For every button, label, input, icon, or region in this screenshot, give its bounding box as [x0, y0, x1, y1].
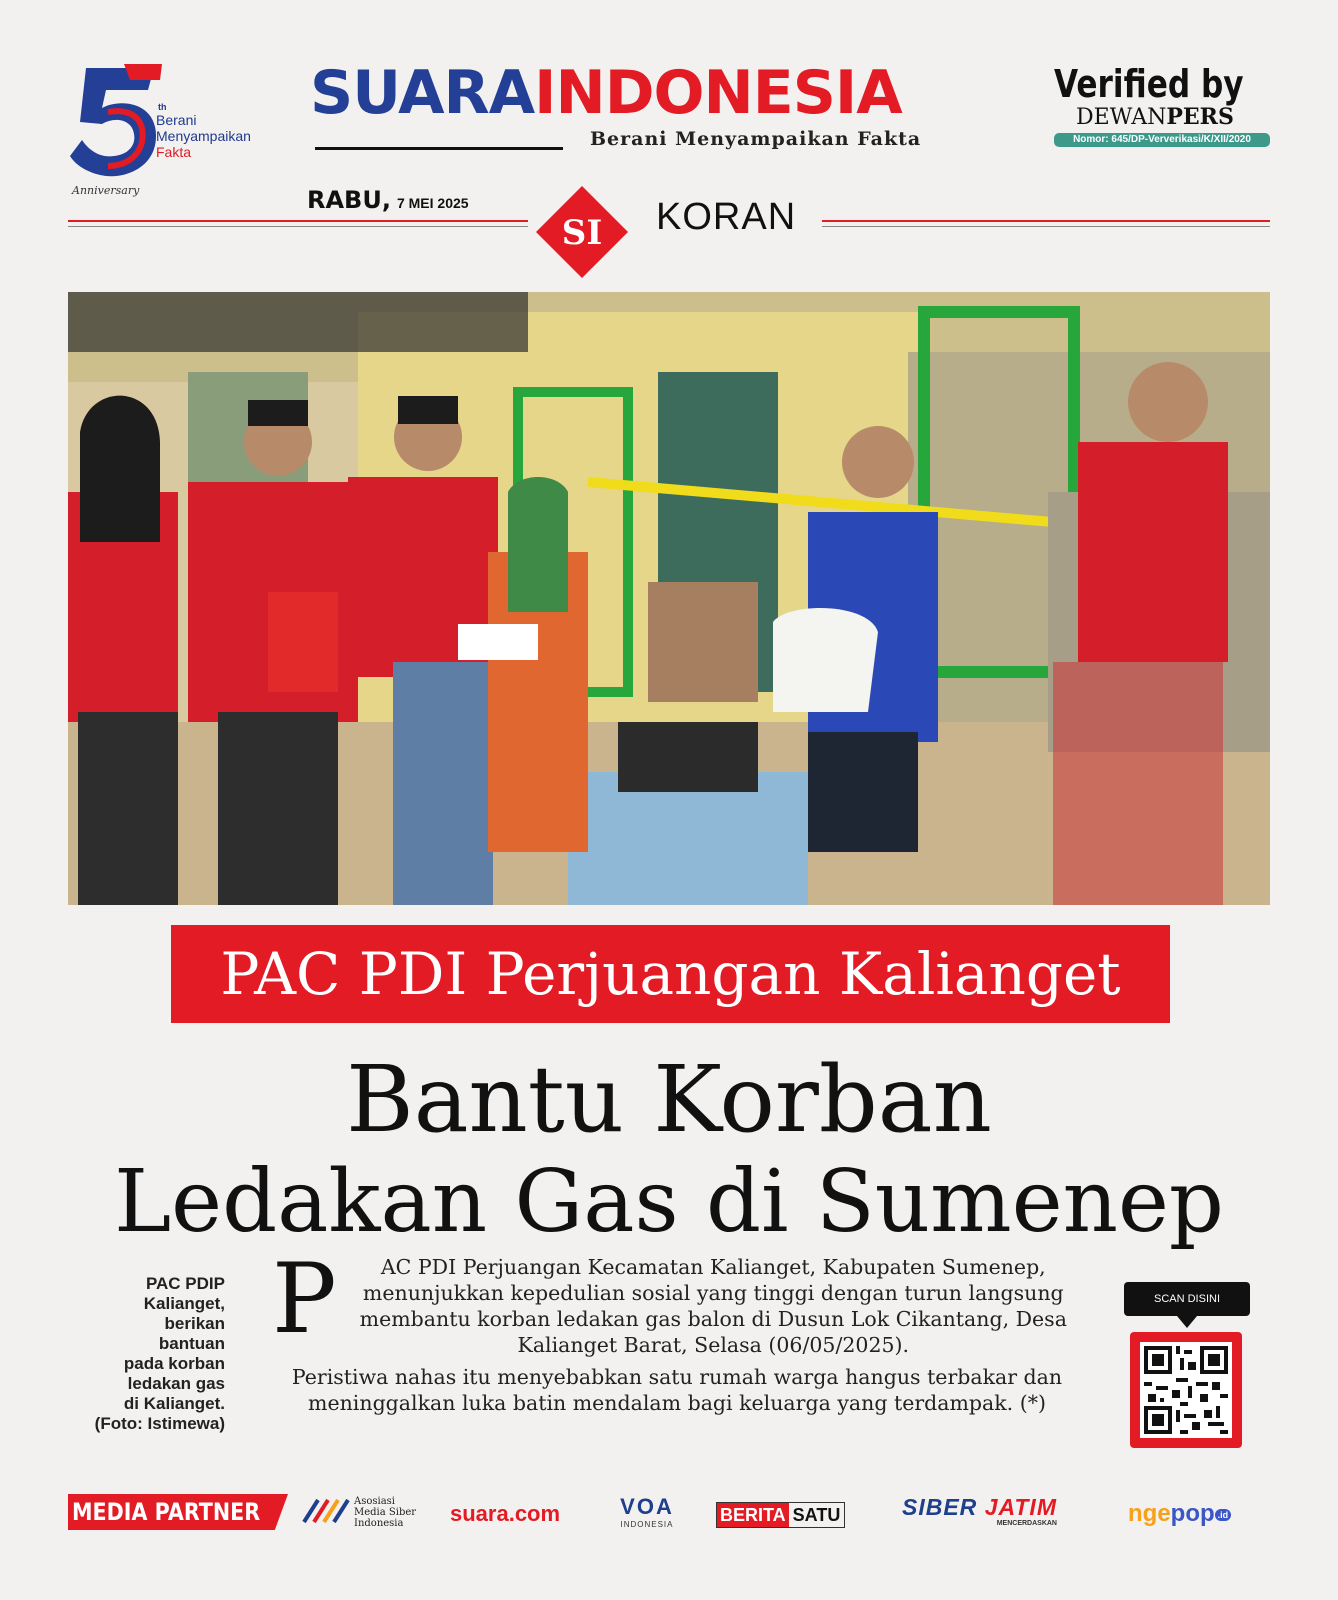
anniversary-logo [68, 62, 288, 212]
partner-beritasatu[interactable] [716, 1502, 845, 1528]
article-body [272, 1243, 1082, 1416]
beritasatu-b: SATU [792, 1505, 841, 1525]
rule-left-red [68, 220, 528, 222]
kicker-box [171, 925, 1170, 1023]
dewan-pers [1054, 104, 1274, 131]
masthead [310, 58, 1030, 128]
voa-main: VOA [620, 1494, 674, 1519]
headline-kicker: PAC PDI Perjuangan Kalianget [220, 940, 1121, 1008]
amsi-text: Asosiasi Media Siber Indonesia [354, 1496, 417, 1529]
article-paragraph-1: AC PDI Perjuangan Kecamatan Kalianget, Kabupaten Sumenep, menunjukkan kepedulian sosial yang tinggi dengan turun langsung membantu korban ledakan gas balon di Dusun Lok Cikantang, Desa Kalianget Barat, Selasa (06/05/2025). [359, 1255, 1067, 1357]
partner-suara[interactable]: suara.com [450, 1501, 561, 1526]
headline-line-2: Ledakan Gas di Sumenep [114, 1152, 1224, 1252]
partner-siberjatim[interactable] [902, 1494, 1057, 1534]
rule-right-grey [822, 226, 1270, 227]
news-photo-icon [68, 292, 1270, 905]
rule-right-red [822, 220, 1270, 222]
si-diamond-icon [536, 186, 628, 278]
dewan-pers-a: DEWAN [1076, 105, 1167, 130]
dateline [307, 186, 469, 214]
date-value: 7 MEI 2025 [396, 195, 469, 211]
ngepop-a: nge [1128, 1500, 1171, 1527]
five-anniversary-icon [68, 62, 163, 180]
article-paragraph-2: Peristiwa nahas itu menyebabkan satu rumah warga hangus terbakar dan meninggalkan luka batin mendalam bagi keluarga yang terdampak. (*) [291, 1365, 1063, 1415]
partner-voa[interactable] [612, 1494, 682, 1534]
qr-code-icon[interactable] [1140, 1342, 1232, 1438]
date-day: RABU, [307, 186, 391, 214]
siberjatim-title [902, 1494, 1057, 1520]
drop-cap: P [272, 1243, 337, 1355]
media-partner-label: MEDIA PARTNER [72, 1498, 261, 1526]
news-photo [68, 292, 1270, 905]
partner-ngepop[interactable] [1128, 1494, 1231, 1534]
rule-left-grey [68, 226, 528, 227]
amsi-logo-icon [300, 1494, 352, 1524]
partner-amsi[interactable] [300, 1494, 417, 1534]
masthead-tagline: Berani Menyampaikan Fakta [590, 128, 922, 150]
anniversary-tagline-3: Fakta [156, 144, 192, 160]
siberjatim-a: SIBER [902, 1494, 978, 1520]
brand-part-suara: SUARA [310, 58, 535, 128]
ngepop-c: .id [1215, 1509, 1232, 1521]
beritasatu-a: BERITA [717, 1503, 789, 1527]
voa-sub: INDONESIA [620, 1520, 674, 1529]
brand-logo[interactable] [310, 58, 1030, 128]
photo-caption: PAC PDIP Kalianget, berikan bantuan pada korban ledakan gas di Kalianget. (Foto: Istimewa) [94, 1274, 225, 1433]
anniversary-suffix: th [158, 102, 167, 112]
anniversary-tagline-2: Menyampaikan [156, 128, 251, 144]
tagline-rule [315, 147, 563, 150]
brand-part-indonesia: INDONESIA [534, 58, 902, 128]
dewan-pers-b: PERS [1166, 104, 1234, 130]
verified-title: Verified by [1054, 62, 1244, 106]
section-koran: KORAN [656, 196, 797, 238]
anniversary-tagline [156, 112, 251, 160]
scan-arrow-icon [1177, 1316, 1197, 1328]
siberjatim-sub: MENCERDASKAN [996, 1520, 1057, 1527]
scan-label: SCAN DISINI [1124, 1282, 1250, 1316]
anniversary-tagline-1: Berani [156, 112, 197, 128]
ngepop-b: pop [1170, 1500, 1215, 1527]
siberjatim-b: JATIM [984, 1494, 1057, 1520]
anniversary-script: Anniversary [72, 184, 140, 197]
verification-number: Nomor: 645/DP-Ververikasi/K/XII/2020 [1054, 133, 1270, 147]
si-badge-text: SI [561, 213, 603, 253]
verified-badge [1054, 64, 1274, 147]
headline-line-1: Bantu Korban [346, 1046, 992, 1153]
